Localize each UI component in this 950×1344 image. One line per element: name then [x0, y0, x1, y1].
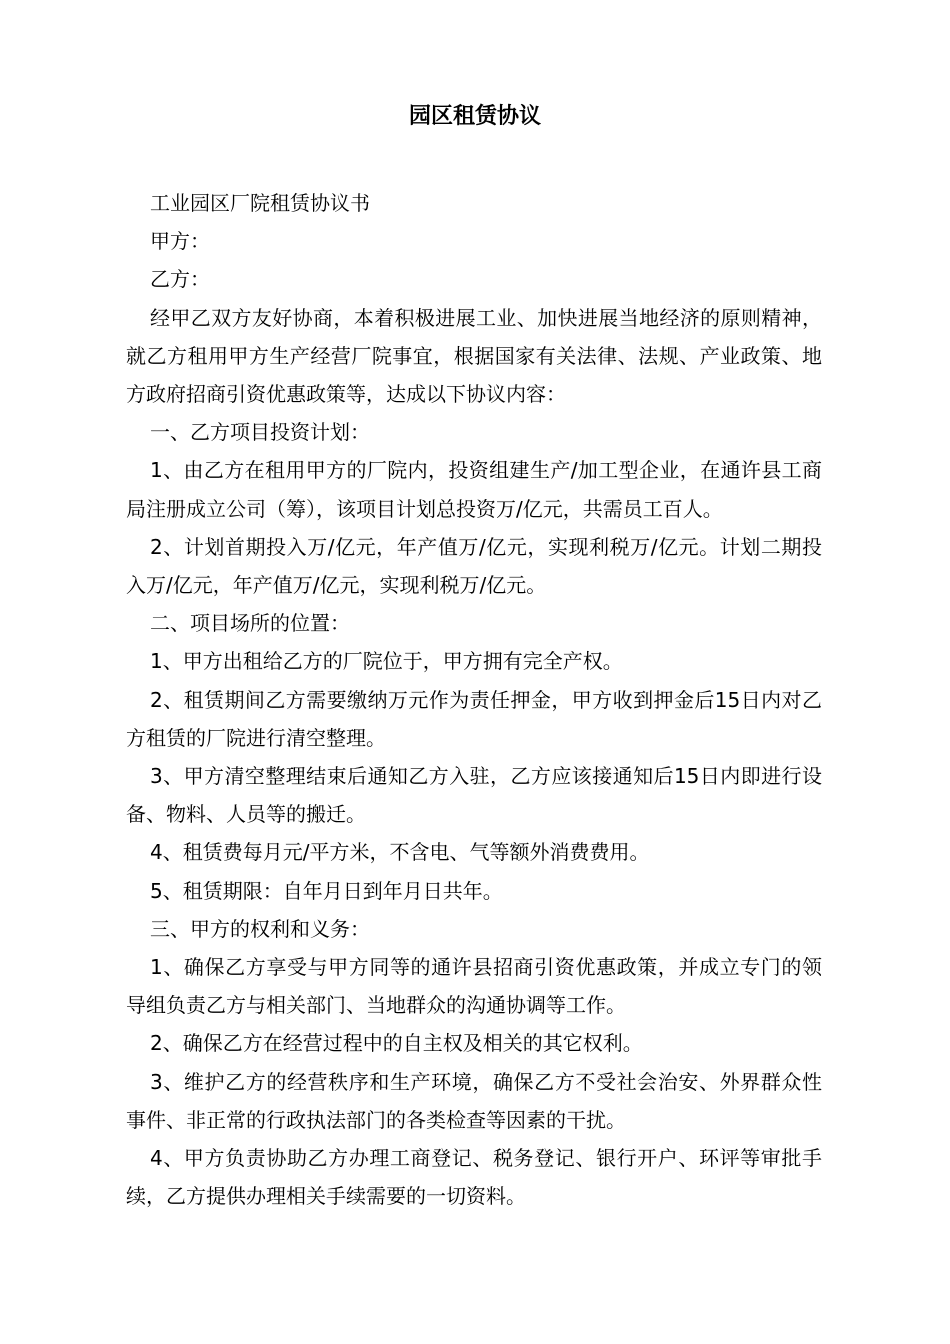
heading-agreement-name: 工业园区厂院租赁协议书 — [150, 191, 370, 215]
clause-2-5: 5、租赁期限：自年月日到年月日共年。 — [150, 878, 503, 903]
section-heading-party-a-rights: 三、甲方的权利和义务： — [150, 916, 370, 941]
clause-3-3: 3、维护乙方的经营秩序和生产环境，确保乙方不受社会治安、外界群众性事件、非正常的行政执法部门的各类检查等因素的干扰。 — [126, 1069, 822, 1132]
party-a-line: 甲方： — [150, 229, 210, 254]
clause-2-4: 4、租赁费每月元/平方米，不含电、气等额外消费费用。 — [150, 840, 650, 865]
clause-3-4: 4、甲方负责协助乙方办理工商登记、税务登记、银行开户、环评等审批手续，乙方提供办理相关手续需要的一切资料。 — [126, 1146, 822, 1209]
clause-2-3: 3、甲方清空整理结束后通知乙方入驻，乙方应该接通知后15日内即进行设备、物料、人员等的搬迁。 — [126, 764, 822, 827]
clause-1-2: 2、计划首期投入万/亿元，年产值万/亿元，实现利税万/亿元。计划二期投入万/亿元，年产值万/亿元，实现利税万/亿元。 — [126, 534, 822, 598]
section-heading-location: 二、项目场所的位置： — [150, 611, 350, 636]
clause-3-1: 1、确保乙方享受与甲方同等的通许县招商引资优惠政策，并成立专门的领导组负责乙方与相关部门、当地群众的沟通协调等工作。 — [126, 955, 822, 1018]
party-b-line: 乙方： — [150, 267, 210, 292]
document-body — [126, 184, 822, 1215]
section-heading-investment-plan: 一、乙方项目投资计划： — [150, 420, 370, 445]
preamble-paragraph: 经甲乙双方友好协商，本着积极进展工业、加快进展当地经济的原则精神，就乙方租用甲方生产经营厂院事宜，根据国家有关法律、法规、产业政策、地方政府招商引资优惠政策等，达成以下协议内容： — [126, 305, 822, 407]
clause-3-2: 2、确保乙方在经营过程中的自主权及相关的其它权利。 — [150, 1031, 643, 1056]
clause-2-2: 2、租赁期间乙方需要缴纳万元作为责任押金，甲方收到押金后15日内对乙方租赁的厂院进行清空整理。 — [126, 687, 822, 750]
document-title: 园区租赁协议 — [408, 104, 541, 129]
clause-1-1: 1、由乙方在租用甲方的厂院内，投资组建生产/加工型企业，在通许县工商局注册成立公司（筹），该项目计划总投资万/亿元，共需员工百人。 — [126, 458, 822, 521]
clause-2-1: 1、甲方出租给乙方的厂院位于，甲方拥有完全产权。 — [150, 649, 623, 674]
